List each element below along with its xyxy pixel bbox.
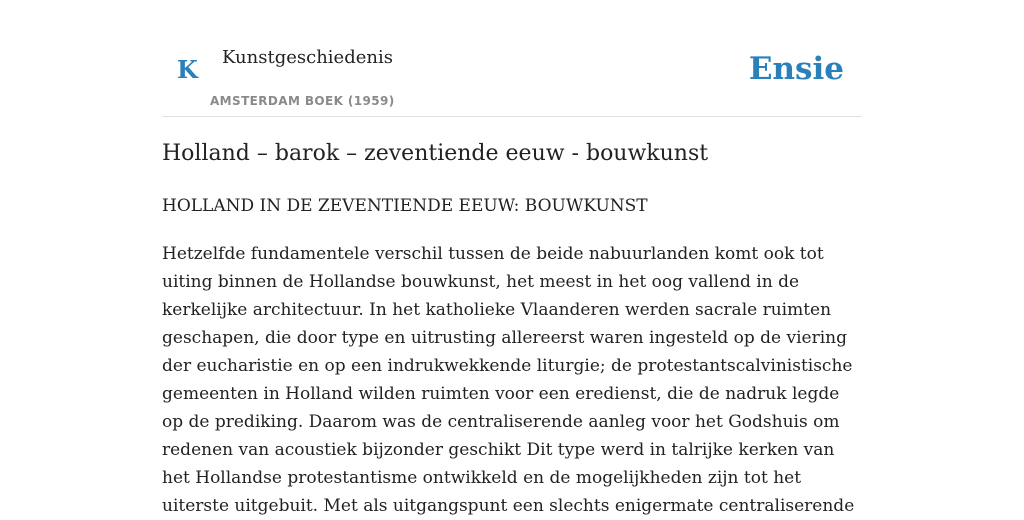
article-paragraph: Hetzelfde fundamentele verschil tussen de beide nabuurlanden komt ook tot uiting binnen de Hollandse bouwkunst, het meest in het oog vallend in de kerkelijke architectuur. In het katholieke Vlaanderen werden sacrale ruimten geschapen, die door type en uitrusting allereerst waren ingesteld op de viering der eucharistie en op een indrukwekkende liturgie; de protestantscalvinistische gemeenten in Holland wilden ruimten voor een eredienst, die de nadruk legde op de prediking. Daarom was de centraliserende aanleg voor het Godshuis om redenen van acoustiek bijzonder geschikt Dit type werd in talrijke kerken van het Hollandse protestantisme ontwikkeld en de mogelijkheden zijn tot het uiterste uitgebuit. Met als uitgangspunt een slechts enigermate centraliserende [162,244,855,516]
book-logo-icon[interactable]: K [177,55,198,84]
book-source-label: AMSTERDAM BOEK (1959) [210,94,395,108]
book-header [162,0,862,117]
section-heading: HOLLAND IN DE ZEVENTIENDE EEUW: BOUWKUNST [162,196,648,216]
ensie-logo[interactable]: Ensie [748,51,844,87]
article-page [162,0,862,516]
book-title-link[interactable]: Kunstgeschiedenis [222,47,393,68]
article-title: Holland – barok – zeventiende eeuw - bouwkunst [162,141,709,166]
